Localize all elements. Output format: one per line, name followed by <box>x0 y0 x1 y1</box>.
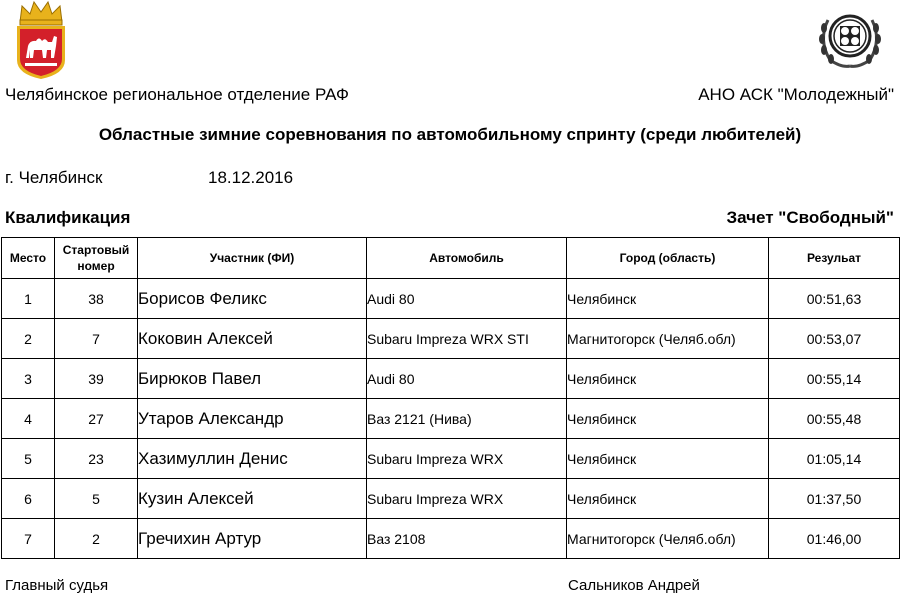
cell-city: Челябинск <box>567 479 769 519</box>
cell-result: 00:53,07 <box>769 319 900 359</box>
cell-city: Челябинск <box>567 399 769 439</box>
cell-participant: Гречихин Артур <box>138 519 367 559</box>
table-row <box>2 479 900 519</box>
cell-car: Subaru Impreza WRX <box>367 439 567 479</box>
table-header-row <box>2 238 900 279</box>
cell-start-number: 38 <box>55 279 138 319</box>
cell-car: Audi 80 <box>367 279 567 319</box>
chief-judge-name: Сальников Андрей <box>568 577 700 594</box>
cell-car: Subaru Impreza WRX <box>367 479 567 519</box>
organizer-right: АНО АСК "Молодежный" <box>698 85 894 104</box>
organizer-left: Челябинское региональное отделение РАФ <box>5 85 349 104</box>
class-label: Зачет "Свободный" <box>726 208 894 227</box>
event-title: Областные зимние соревнования по автомобильному спринту (среди любителей) <box>98 125 802 144</box>
column-header-start-number: Стартовый номер <box>55 238 138 279</box>
cell-city: Челябинск <box>567 279 769 319</box>
column-header-place: Место <box>2 238 55 279</box>
table-row <box>2 359 900 399</box>
table-row <box>2 279 900 319</box>
cell-car: Audi 80 <box>367 359 567 399</box>
cell-city: Магнитогорск (Челяб.обл) <box>567 519 769 559</box>
cell-start-number: 23 <box>55 439 138 479</box>
table-row <box>2 439 900 479</box>
event-city: г. Челябинск <box>5 168 103 187</box>
table-row <box>2 399 900 439</box>
cell-result: 01:46,00 <box>769 519 900 559</box>
stage-title: Квалификация <box>5 208 131 227</box>
cell-city: Челябинск <box>567 439 769 479</box>
column-header-participant: Участник (ФИ) <box>138 238 367 279</box>
cell-place: 2 <box>2 319 55 359</box>
table-row <box>2 519 900 559</box>
cell-participant: Утаров Александр <box>138 399 367 439</box>
cell-car: Ваз 2108 <box>367 519 567 559</box>
cell-place: 1 <box>2 279 55 319</box>
cell-place: 5 <box>2 439 55 479</box>
column-header-city: Город (область) <box>567 238 769 279</box>
cell-start-number: 27 <box>55 399 138 439</box>
event-date: 18.12.2016 <box>208 168 294 187</box>
cell-place: 3 <box>2 359 55 399</box>
chief-judge-label: Главный судья <box>5 577 109 594</box>
cell-result: 01:37,50 <box>769 479 900 519</box>
cell-start-number: 39 <box>55 359 138 399</box>
cell-result: 00:51,63 <box>769 279 900 319</box>
column-header-car: Автомобиль <box>367 238 567 279</box>
cell-car: Subaru Impreza WRX STI <box>367 319 567 359</box>
cell-participant: Коковин Алексей <box>138 319 367 359</box>
club-emblem-logo <box>816 6 884 70</box>
cell-participant: Хазимуллин Денис <box>138 439 367 479</box>
column-header-result: Резульат <box>769 238 900 279</box>
cell-participant: Кузин Алексей <box>138 479 367 519</box>
cell-result: 00:55,14 <box>769 359 900 399</box>
cell-participant: Борисов Феликс <box>138 279 367 319</box>
cell-car: Ваз 2121 (Нива) <box>367 399 567 439</box>
cell-start-number: 5 <box>55 479 138 519</box>
cell-place: 6 <box>2 479 55 519</box>
cell-city: Магнитогорск (Челяб.обл) <box>567 319 769 359</box>
cell-place: 4 <box>2 399 55 439</box>
cell-place: 7 <box>2 519 55 559</box>
cell-start-number: 7 <box>55 319 138 359</box>
cell-result: 01:05,14 <box>769 439 900 479</box>
coat-of-arms-logo <box>12 0 70 80</box>
cell-city: Челябинск <box>567 359 769 399</box>
results-table <box>1 237 900 559</box>
table-row <box>2 319 900 359</box>
cell-participant: Бирюков Павел <box>138 359 367 399</box>
cell-result: 00:55,48 <box>769 399 900 439</box>
cell-start-number: 2 <box>55 519 138 559</box>
